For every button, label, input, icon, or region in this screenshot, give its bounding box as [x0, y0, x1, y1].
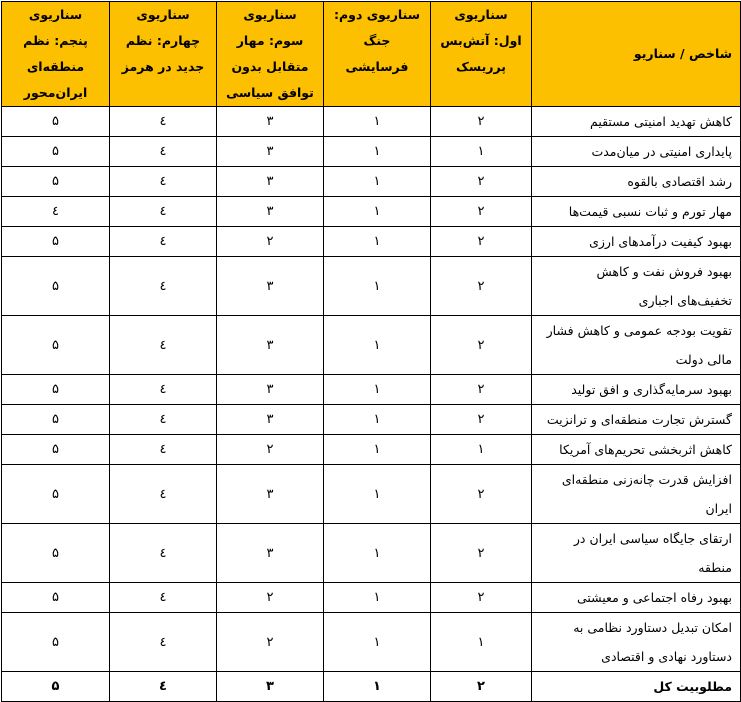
- score-scenario-2: ۱: [324, 672, 431, 702]
- score-scenario-1: ۱: [431, 613, 532, 672]
- score-scenario-3: ۳: [217, 375, 324, 405]
- score-scenario-2: ۱: [324, 137, 431, 167]
- score-scenario-4: ٤: [110, 583, 217, 613]
- header-scenario-3: سناریوی سوم: مهار متقابل بدون توافق سیاسی: [217, 2, 324, 107]
- score-scenario-3: ۳: [217, 405, 324, 435]
- score-scenario-5: ۵: [2, 316, 110, 375]
- header-row: [2, 2, 741, 107]
- header-indicator: شاخص / سناریو: [532, 2, 741, 107]
- score-scenario-2: ۱: [324, 375, 431, 405]
- score-scenario-4: ٤: [110, 524, 217, 583]
- score-scenario-5: ۵: [2, 227, 110, 257]
- score-scenario-4: ٤: [110, 465, 217, 524]
- score-scenario-2: ۱: [324, 405, 431, 435]
- score-scenario-5: ۵: [2, 257, 110, 316]
- score-scenario-3: ۳: [217, 257, 324, 316]
- score-scenario-3: ۲: [217, 583, 324, 613]
- table-row: [2, 375, 741, 405]
- score-scenario-1: ۲: [431, 257, 532, 316]
- table-row: [2, 583, 741, 613]
- score-scenario-1: ۲: [431, 197, 532, 227]
- score-scenario-1: ۲: [431, 316, 532, 375]
- table-row: [2, 405, 741, 435]
- score-scenario-2: ۱: [324, 257, 431, 316]
- score-scenario-5: ۵: [2, 167, 110, 197]
- score-scenario-3: ۳: [217, 316, 324, 375]
- score-scenario-5: ۵: [2, 583, 110, 613]
- indicator-label: کاهش اثربخشی تحریم‌های آمریکا: [532, 435, 741, 465]
- score-scenario-4: ٤: [110, 107, 217, 137]
- indicator-label: تقویت بودجه عمومی و کاهش فشار مالی دولت: [532, 316, 741, 375]
- header-scenario-2: سناریوی دوم: جنگ فرسایشی: [324, 2, 431, 107]
- score-scenario-3: ۲: [217, 435, 324, 465]
- indicator-label: بهبود فروش نفت و کاهش تخفیف‌های اجباری: [532, 257, 741, 316]
- score-scenario-1: ۲: [431, 107, 532, 137]
- score-scenario-4: ٤: [110, 257, 217, 316]
- score-scenario-5: ۵: [2, 405, 110, 435]
- table-row: [2, 435, 741, 465]
- score-scenario-1: ۱: [431, 137, 532, 167]
- table-body: [2, 107, 741, 702]
- score-scenario-4: ٤: [110, 435, 217, 465]
- header-scenario-1: سناریوی اول: آتش‌بس پرریسک: [431, 2, 532, 107]
- score-scenario-2: ۱: [324, 524, 431, 583]
- score-scenario-4: ٤: [110, 613, 217, 672]
- score-scenario-1: ۲: [431, 405, 532, 435]
- score-scenario-1: ۲: [431, 375, 532, 405]
- score-scenario-3: ۲: [217, 227, 324, 257]
- score-scenario-3: ۳: [217, 137, 324, 167]
- score-scenario-5: ۵: [2, 672, 110, 702]
- score-scenario-4: ٤: [110, 672, 217, 702]
- table-row: [2, 137, 741, 167]
- scenario-table: [1, 1, 741, 702]
- indicator-label: بهبود کیفیت درآمدهای ارزی: [532, 227, 741, 257]
- score-scenario-2: ۱: [324, 465, 431, 524]
- score-scenario-4: ٤: [110, 227, 217, 257]
- score-scenario-2: ۱: [324, 227, 431, 257]
- score-scenario-2: ۱: [324, 435, 431, 465]
- indicator-label: گسترش تجارت منطقه‌ای و ترانزیت: [532, 405, 741, 435]
- score-scenario-5: ۵: [2, 107, 110, 137]
- score-scenario-1: ۲: [431, 524, 532, 583]
- score-scenario-3: ۳: [217, 107, 324, 137]
- indicator-label: مطلوبیت کل: [532, 672, 741, 702]
- score-scenario-5: ۵: [2, 524, 110, 583]
- table-row: [2, 257, 741, 316]
- table-row: [2, 227, 741, 257]
- table-row: [2, 524, 741, 583]
- table-row: [2, 197, 741, 227]
- indicator-label: کاهش تهدید امنیتی مستقیم: [532, 107, 741, 137]
- score-scenario-5: ٤: [2, 197, 110, 227]
- score-scenario-3: ۳: [217, 197, 324, 227]
- indicator-label: امکان تبدیل دستاورد نظامی به دستاورد نهادی و اقتصادی: [532, 613, 741, 672]
- table-row: [2, 465, 741, 524]
- score-scenario-1: ۲: [431, 227, 532, 257]
- score-scenario-4: ٤: [110, 405, 217, 435]
- score-scenario-2: ۱: [324, 167, 431, 197]
- score-scenario-2: ۱: [324, 107, 431, 137]
- indicator-label: بهبود سرمایه‌گذاری و افق تولید: [532, 375, 741, 405]
- table-row: [2, 316, 741, 375]
- score-scenario-3: ۳: [217, 167, 324, 197]
- score-scenario-4: ٤: [110, 375, 217, 405]
- indicator-label: رشد اقتصادی بالقوه: [532, 167, 741, 197]
- indicator-label: مهار تورم و ثبات نسبی قیمت‌ها: [532, 197, 741, 227]
- score-scenario-1: ۲: [431, 583, 532, 613]
- table-row: [2, 107, 741, 137]
- score-scenario-5: ۵: [2, 465, 110, 524]
- header-scenario-4: سناریوی چهارم: نظم جدید در هرمز: [110, 2, 217, 107]
- score-scenario-3: ۳: [217, 465, 324, 524]
- score-scenario-5: ۵: [2, 435, 110, 465]
- score-scenario-2: ۱: [324, 583, 431, 613]
- score-scenario-5: ۵: [2, 137, 110, 167]
- indicator-label: افزایش قدرت چانه‌زنی منطقه‌ای ایران: [532, 465, 741, 524]
- score-scenario-3: ۳: [217, 672, 324, 702]
- score-scenario-5: ۵: [2, 375, 110, 405]
- header-scenario-5: سناریوی پنجم: نظم منطقه‌ای ایران‌محور: [2, 2, 110, 107]
- score-scenario-4: ٤: [110, 137, 217, 167]
- indicator-label: ارتقای جایگاه سیاسی ایران در منطقه: [532, 524, 741, 583]
- indicator-label: پایداری امنیتی در میان‌مدت: [532, 137, 741, 167]
- score-scenario-2: ۱: [324, 197, 431, 227]
- score-scenario-1: ۱: [431, 435, 532, 465]
- score-scenario-5: ۵: [2, 613, 110, 672]
- score-scenario-3: ۳: [217, 524, 324, 583]
- score-scenario-4: ٤: [110, 197, 217, 227]
- table-row: [2, 613, 741, 672]
- score-scenario-4: ٤: [110, 167, 217, 197]
- score-scenario-1: ۲: [431, 465, 532, 524]
- score-scenario-3: ۲: [217, 613, 324, 672]
- score-scenario-2: ۱: [324, 613, 431, 672]
- indicator-label: بهبود رفاه اجتماعی و معیشتی: [532, 583, 741, 613]
- score-scenario-4: ٤: [110, 316, 217, 375]
- score-scenario-1: ۲: [431, 167, 532, 197]
- total-row: [2, 672, 741, 702]
- score-scenario-1: ۲: [431, 672, 532, 702]
- score-scenario-2: ۱: [324, 316, 431, 375]
- table-row: [2, 167, 741, 197]
